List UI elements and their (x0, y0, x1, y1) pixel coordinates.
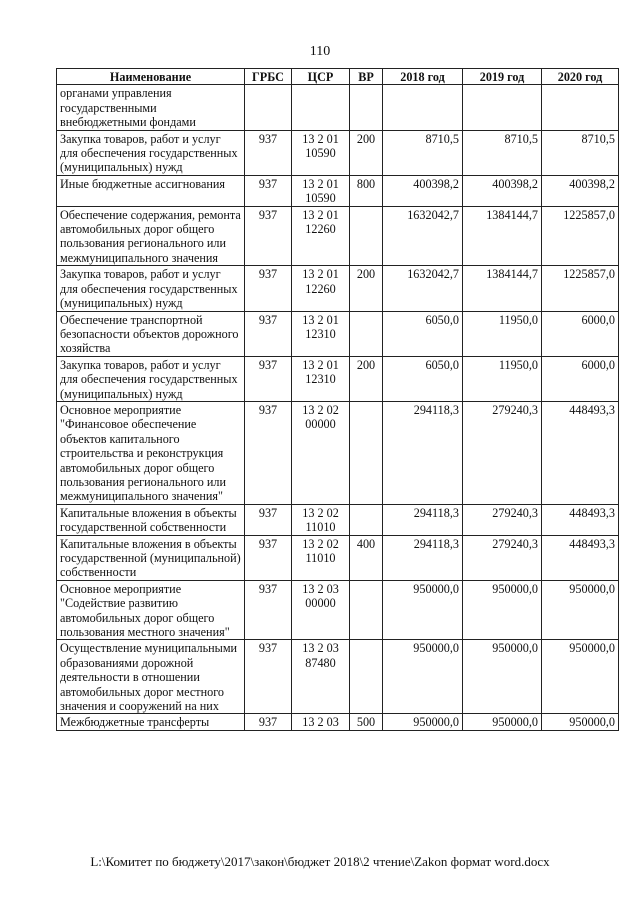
cell-2019: 400398,2 (463, 175, 542, 206)
cell-2018: 1632042,7 (383, 266, 463, 311)
file-path-footer: L:\Комитет по бюджету\2017\закон\бюджет 2018\2 чтение\Zakon формат word.docx (90, 854, 550, 869)
cell-name: Капитальные вложения в объекты государственной (муниципальной) собственности (57, 535, 245, 580)
cell-grbs (245, 85, 292, 130)
cell-grbs: 937 (245, 714, 292, 730)
cell-2018: 294118,3 (383, 504, 463, 535)
cell-vr: 400 (350, 535, 383, 580)
cell-2019 (463, 85, 542, 130)
cell-grbs: 937 (245, 504, 292, 535)
table-body (57, 85, 619, 730)
cell-2018: 294118,3 (383, 401, 463, 504)
table-row (57, 535, 619, 580)
cell-2018: 950000,0 (383, 640, 463, 714)
cell-2020: 8710,5 (542, 130, 619, 175)
cell-2019: 11950,0 (463, 311, 542, 356)
header-2020: 2020 год (542, 69, 619, 85)
cell-2019: 279240,3 (463, 401, 542, 504)
table-row (57, 504, 619, 535)
cell-name: Закупка товаров, работ и услуг для обеспечения государственных (муниципальных) нужд (57, 356, 245, 401)
cell-2019: 1384144,7 (463, 206, 542, 266)
cell-2018 (383, 85, 463, 130)
cell-vr (350, 504, 383, 535)
cell-2018: 950000,0 (383, 580, 463, 640)
cell-2019: 8710,5 (463, 130, 542, 175)
cell-grbs: 937 (245, 311, 292, 356)
cell-csr: 13 2 01 10590 (292, 130, 350, 175)
table-row (57, 175, 619, 206)
cell-csr: 13 2 02 11010 (292, 535, 350, 580)
cell-vr (350, 206, 383, 266)
cell-name: Осуществление муниципальными образованиями дорожной деятельности в отношении автомобильных дорог местного значения и сооружений на них (57, 640, 245, 714)
cell-grbs: 937 (245, 640, 292, 714)
cell-2018: 8710,5 (383, 130, 463, 175)
table-row (57, 640, 619, 714)
cell-name: органами управления государственными внебюджетными фондами (57, 85, 245, 130)
table-row (57, 266, 619, 311)
cell-2018: 294118,3 (383, 535, 463, 580)
header-grbs: ГРБС (245, 69, 292, 85)
cell-2020: 950000,0 (542, 580, 619, 640)
budget-table (56, 68, 619, 731)
cell-2020: 950000,0 (542, 640, 619, 714)
cell-2018: 1632042,7 (383, 206, 463, 266)
cell-grbs: 937 (245, 130, 292, 175)
cell-grbs: 937 (245, 580, 292, 640)
cell-2018: 950000,0 (383, 714, 463, 730)
table-row (57, 401, 619, 504)
header-vr: ВР (350, 69, 383, 85)
header-2018: 2018 год (383, 69, 463, 85)
cell-csr: 13 2 02 11010 (292, 504, 350, 535)
table-row (57, 356, 619, 401)
cell-csr (292, 85, 350, 130)
cell-csr: 13 2 03 87480 (292, 640, 350, 714)
table-row (57, 580, 619, 640)
cell-2020: 6000,0 (542, 311, 619, 356)
cell-name: Иные бюджетные ассигнования (57, 175, 245, 206)
cell-name: Обеспечение транспортной безопасности объектов дорожного хозяйства (57, 311, 245, 356)
cell-csr: 13 2 01 12260 (292, 266, 350, 311)
table-row (57, 85, 619, 130)
cell-csr: 13 2 01 10590 (292, 175, 350, 206)
cell-2019: 950000,0 (463, 714, 542, 730)
cell-2018: 6050,0 (383, 356, 463, 401)
cell-grbs: 937 (245, 401, 292, 504)
cell-vr: 200 (350, 266, 383, 311)
cell-grbs: 937 (245, 266, 292, 311)
cell-name: Закупка товаров, работ и услуг для обеспечения государственных (муниципальных) нужд (57, 130, 245, 175)
cell-name: Обеспечение содержания, ремонта автомобильных дорог общего пользования регионального или межмуниципального значения (57, 206, 245, 266)
cell-2020: 1225857,0 (542, 206, 619, 266)
header-row (57, 69, 619, 85)
cell-2019: 1384144,7 (463, 266, 542, 311)
cell-grbs: 937 (245, 206, 292, 266)
cell-vr: 500 (350, 714, 383, 730)
cell-2019: 950000,0 (463, 640, 542, 714)
cell-name: Основное мероприятие "Финансовое обеспечение объектов капитального строительства и реконструкция автомобильных дорог общего пользования регионального или межмуниципального значения" (57, 401, 245, 504)
cell-grbs: 937 (245, 175, 292, 206)
page-number: 110 (309, 44, 331, 59)
cell-2018: 6050,0 (383, 311, 463, 356)
cell-2019: 279240,3 (463, 504, 542, 535)
cell-2020: 448493,3 (542, 535, 619, 580)
cell-2020: 400398,2 (542, 175, 619, 206)
cell-2020 (542, 85, 619, 130)
table-row (57, 311, 619, 356)
header-2019: 2019 год (463, 69, 542, 85)
cell-vr (350, 401, 383, 504)
header-name: Наименование (57, 69, 245, 85)
cell-csr: 13 2 01 12310 (292, 356, 350, 401)
cell-2020: 950000,0 (542, 714, 619, 730)
cell-name: Основное мероприятие "Содействие развитию автомобильных дорог общего пользования местного значения" (57, 580, 245, 640)
cell-vr: 800 (350, 175, 383, 206)
cell-grbs: 937 (245, 356, 292, 401)
cell-csr: 13 2 02 00000 (292, 401, 350, 504)
cell-2020: 6000,0 (542, 356, 619, 401)
cell-name: Закупка товаров, работ и услуг для обеспечения государственных (муниципальных) нужд (57, 266, 245, 311)
cell-2019: 950000,0 (463, 580, 542, 640)
table-row (57, 714, 619, 730)
cell-2020: 1225857,0 (542, 266, 619, 311)
cell-name: Капитальные вложения в объекты государственной собственности (57, 504, 245, 535)
cell-2019: 279240,3 (463, 535, 542, 580)
cell-vr (350, 311, 383, 356)
cell-grbs: 937 (245, 535, 292, 580)
cell-2020: 448493,3 (542, 401, 619, 504)
cell-csr: 13 2 03 (292, 714, 350, 730)
cell-2020: 448493,3 (542, 504, 619, 535)
table-row (57, 130, 619, 175)
cell-vr (350, 580, 383, 640)
cell-csr: 13 2 01 12310 (292, 311, 350, 356)
cell-csr: 13 2 01 12260 (292, 206, 350, 266)
cell-2018: 400398,2 (383, 175, 463, 206)
cell-vr: 200 (350, 356, 383, 401)
cell-vr: 200 (350, 130, 383, 175)
cell-2019: 11950,0 (463, 356, 542, 401)
cell-vr (350, 85, 383, 130)
cell-name: Межбюджетные трансферты (57, 714, 245, 730)
cell-csr: 13 2 03 00000 (292, 580, 350, 640)
cell-vr (350, 640, 383, 714)
table-row (57, 206, 619, 266)
header-csr: ЦСР (292, 69, 350, 85)
